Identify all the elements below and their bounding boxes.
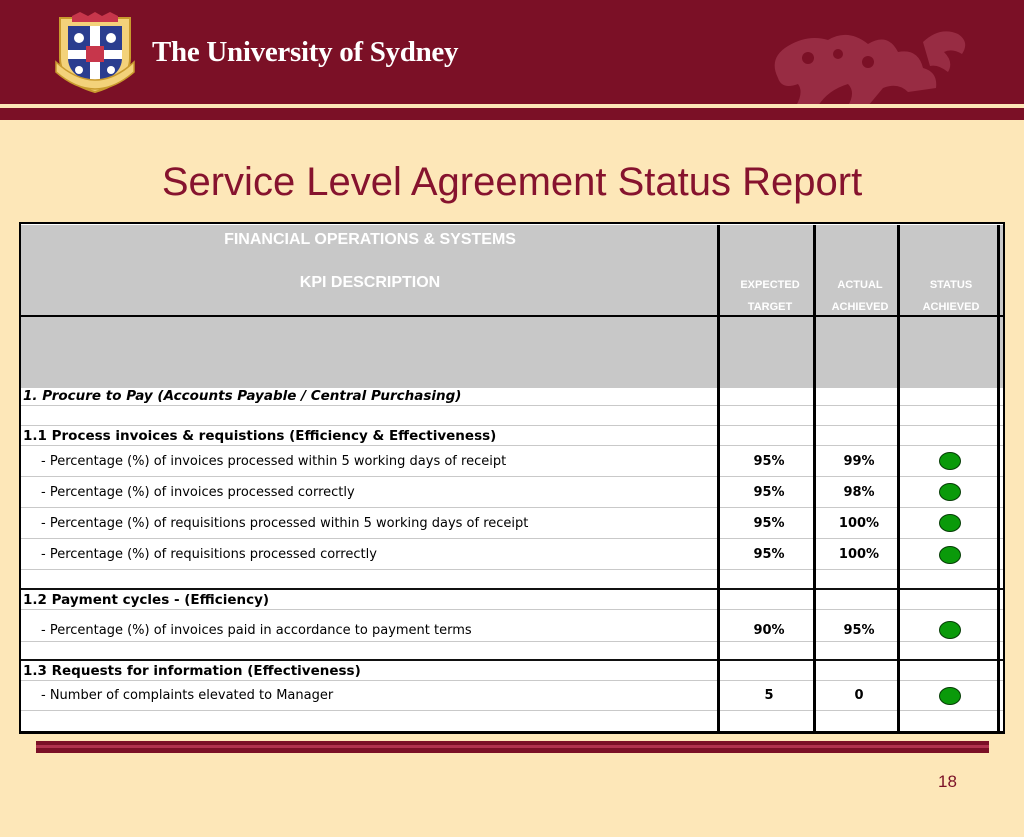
actual-achieved: 100%: [838, 515, 880, 531]
status-green-indicator: [939, 483, 961, 501]
slide-title: Service Level Agreement Status Report: [161, 160, 863, 204]
kpi-description: - Percentage (%) of requisitions processed correctly: [41, 546, 377, 562]
status-green-indicator: [939, 452, 961, 470]
expected-target: 95%: [753, 515, 785, 531]
actual-achieved: 95%: [843, 623, 875, 638]
column-divider: [897, 225, 900, 733]
kpi-description: - Percentage (%) of requisitions processed within 5 working days of receipt: [41, 515, 529, 531]
column-divider: [813, 225, 816, 733]
blank-row: [21, 642, 1003, 661]
subsection-title: 1.3 Requests for information (Effectiveness): [23, 662, 361, 679]
expected-target: 95%: [753, 453, 785, 469]
column-divider: [997, 225, 1000, 733]
kpi-table: [19, 222, 1005, 734]
actual-achieved: 100%: [838, 546, 880, 562]
actual-achieved: 99%: [843, 453, 875, 469]
actual-achieved: 98%: [843, 484, 875, 500]
subsection-row: [21, 590, 1003, 610]
page-number: 18: [938, 772, 957, 791]
university-name: The University of Sydney: [152, 36, 459, 68]
subsection-row: [21, 661, 1003, 681]
subsection-title: 1.1 Process invoices & requistions (Efficiency & Effectiveness): [23, 427, 497, 444]
status-green-indicator: [939, 621, 961, 639]
expected-target: 95%: [753, 546, 785, 562]
table-row: [21, 539, 1003, 570]
column-divider: [717, 225, 720, 733]
subsection-title: 1.2 Payment cycles - (Efficiency): [23, 591, 270, 608]
status-green-indicator: [939, 546, 961, 564]
kpi-description: - Percentage (%) of invoices paid in accordance to payment terms: [41, 623, 472, 638]
expected-target: 90%: [753, 623, 785, 638]
column-header-expected-target: EXPECTED TARGET: [740, 279, 800, 313]
blank-row: [21, 610, 1003, 620]
actual-achieved: 0: [854, 688, 864, 703]
table-row: [21, 446, 1003, 477]
section-row: [21, 386, 1003, 406]
expected-target: 5: [764, 688, 774, 703]
column-header-status-achieved: STATUS ACHIEVED: [922, 279, 980, 313]
blank-row: [21, 406, 1003, 426]
blank-row: [21, 570, 1003, 590]
table-heading-department: FINANCIAL OPERATIONS & SYSTEMS: [224, 231, 516, 248]
header-bottom-stripe: [0, 108, 1024, 120]
table-row: [21, 508, 1003, 539]
table-row: [21, 681, 1003, 711]
header-band: [0, 0, 1024, 104]
kpi-description: - Number of complaints elevated to Manager: [41, 688, 334, 703]
column-header-actual-achieved: ACTUAL ACHIEVED: [831, 279, 889, 313]
lion-watermark-icon: [748, 18, 988, 106]
expected-target: 95%: [753, 484, 785, 500]
section-title: 1. Procure to Pay (Accounts Payable / Central Purchasing): [23, 387, 462, 404]
kpi-description: - Percentage (%) of invoices processed within 5 working days of receipt: [41, 453, 507, 469]
subsection-row: [21, 426, 1003, 446]
blank-row: [21, 711, 1003, 731]
status-green-indicator: [939, 687, 961, 705]
table-row: [21, 477, 1003, 508]
table-row: [21, 620, 1003, 642]
kpi-description: - Percentage (%) of invoices processed correctly: [41, 484, 355, 500]
university-crest-icon: [50, 12, 140, 94]
table-heading-kpi: KPI DESCRIPTION: [299, 274, 441, 291]
status-green-indicator: [939, 514, 961, 532]
footer-bar-highlight: [36, 745, 989, 748]
